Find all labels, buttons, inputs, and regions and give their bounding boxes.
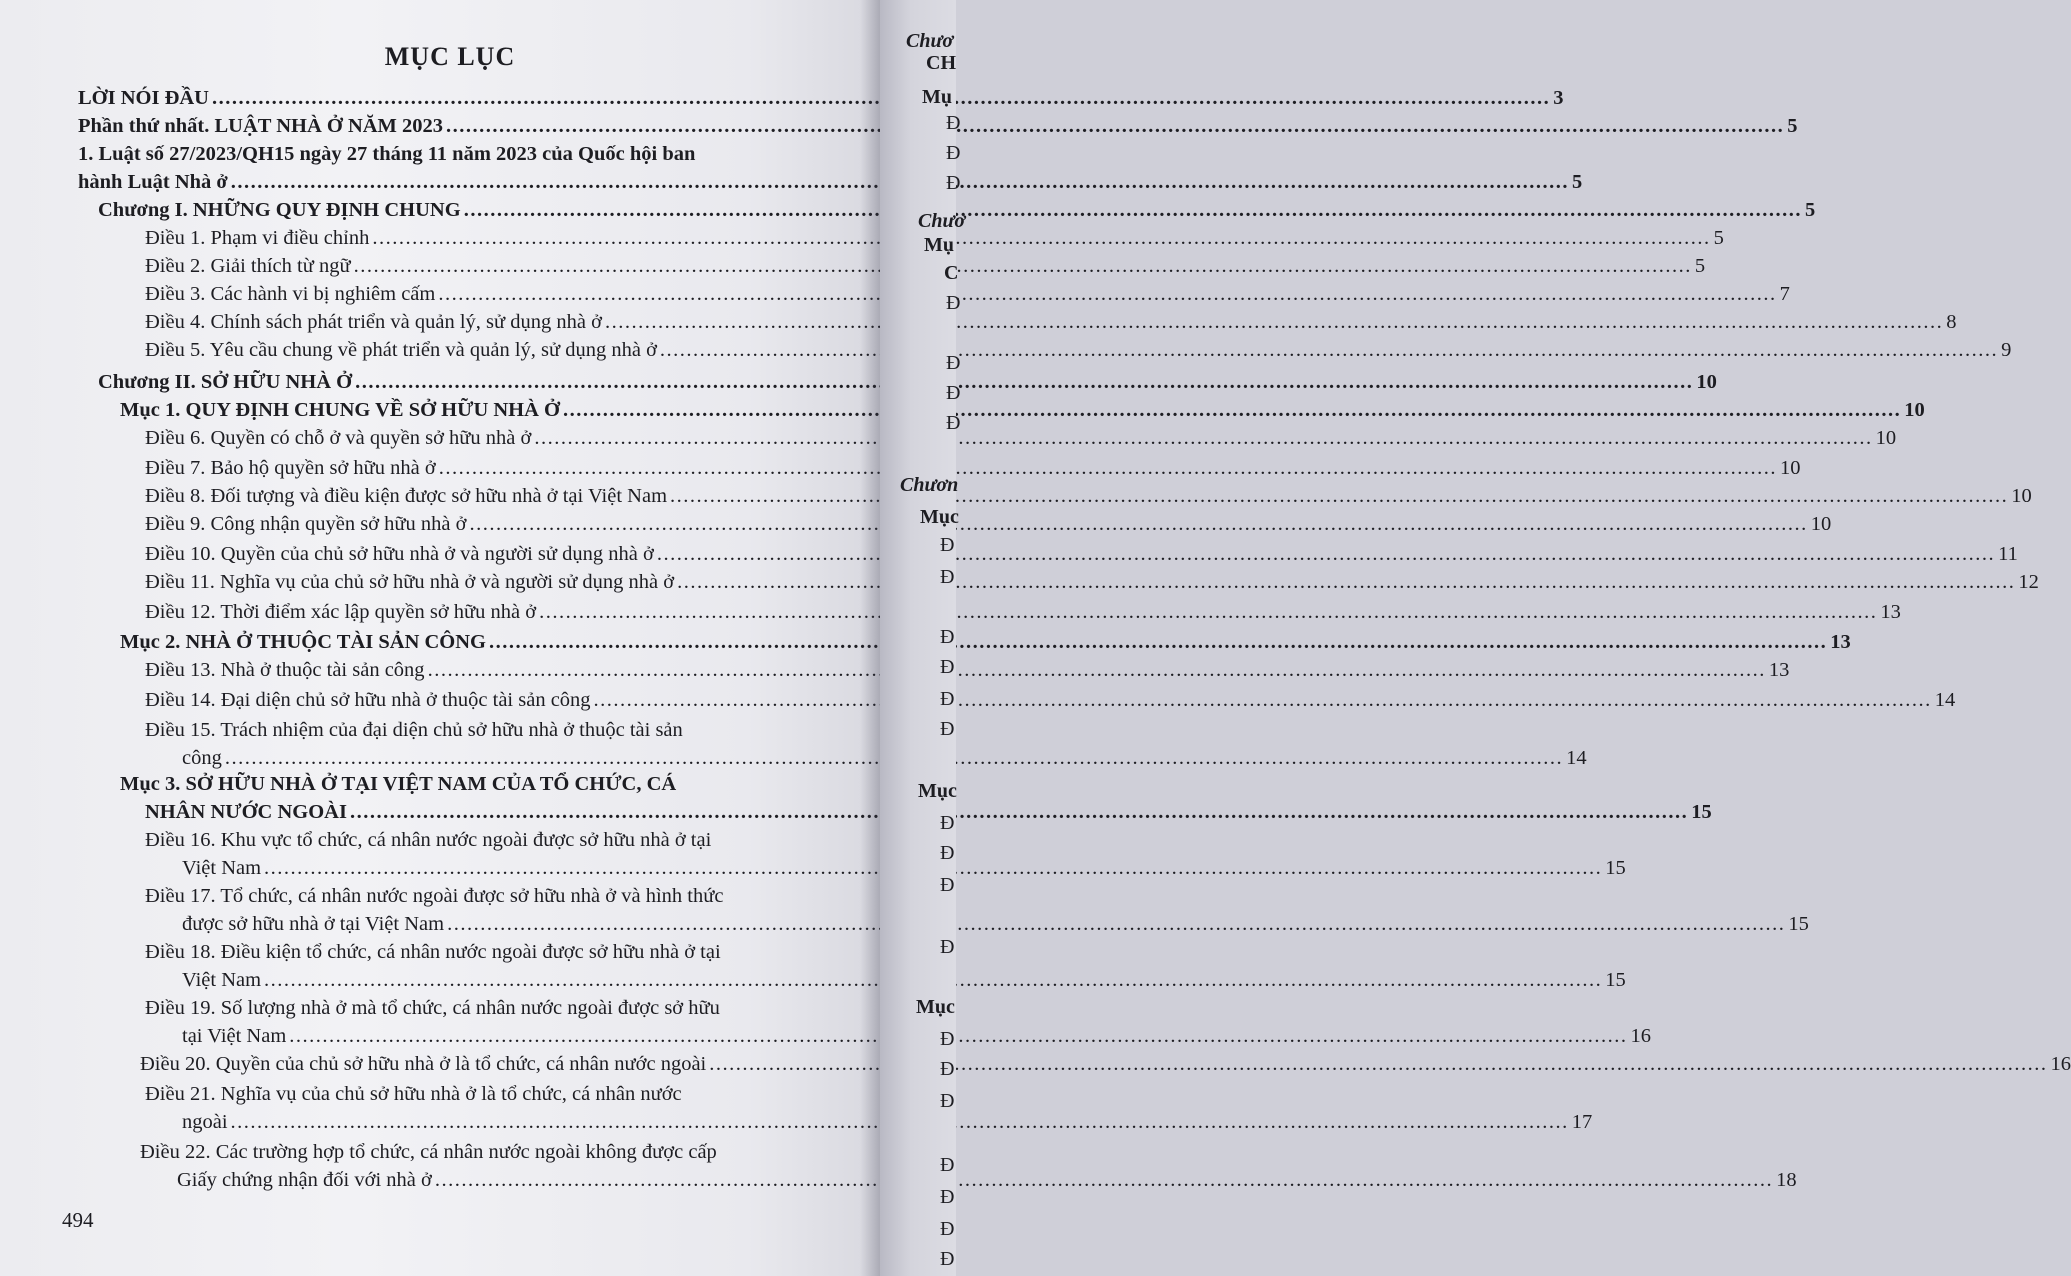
toc-entry [0, 568, 2039, 596]
toc-page-number: 15 [1691, 801, 1712, 823]
toc-entry [0, 1108, 1593, 1136]
toc-page-number: 18 [1776, 1169, 1797, 1191]
adjacent-page-fragment: Mục [920, 506, 959, 528]
adjacent-page-fragment: Đ [940, 1186, 955, 1208]
adjacent-page-fragment: Đ [940, 656, 955, 678]
adjacent-page-fragment: Đ [940, 842, 955, 864]
toc-entry-text: Điều 22. Các trường hợp tổ chức, cá nhân nước ngoài không được cấp [140, 1141, 717, 1163]
toc-entry-continuation: hành Luật Nhà ở [78, 171, 228, 193]
toc-page-number: 5 [1694, 255, 1706, 277]
toc-entry-text: Điều 3. Các hành vi bị nghiêm cấm [145, 283, 436, 305]
toc-page-number: 10 [2011, 485, 2032, 507]
adjacent-page-fragment: Chươn [900, 474, 959, 496]
toc-page-number: 17 [1571, 1111, 1593, 1133]
toc-page-number: 10 [1779, 457, 1801, 479]
toc-page-number: 16 [2050, 1053, 2071, 1075]
toc-entry-line [0, 826, 860, 854]
toc-entry-line [0, 994, 860, 1022]
leader-dots [355, 368, 1693, 396]
leader-dots [605, 308, 1943, 336]
toc-entry-line [0, 770, 860, 798]
toc-entry-text: Điều 6. Quyền có chỗ ở và quyền sở hữu nhà ở [145, 427, 532, 449]
toc-entry-text: Điều 9. Công nhận quyền sở hữu nhà ở [145, 513, 467, 535]
toc-entry [0, 686, 1956, 714]
toc-entry-text: Điều 18. Điều kiện tổ chức, cá nhân nước ngoài được sở hữu nhà ở tại [145, 941, 721, 963]
adjacent-page-fragment: Đ [940, 812, 955, 834]
toc-entry-text: Mục 3. SỞ HỮU NHÀ Ở TẠI VIỆT NAM CỦA TỔ CHỨC, CÁ [120, 773, 677, 795]
toc-entry [0, 910, 1809, 938]
toc-entry [0, 280, 1790, 308]
adjacent-page-fragment: CH [926, 52, 956, 74]
toc-page-number: 11 [1998, 543, 2018, 565]
adjacent-page-fragment: Đ [940, 1154, 955, 1176]
adjacent-page-fragment: Đ [946, 172, 961, 194]
toc-entry [0, 1050, 2071, 1078]
toc-entry [0, 540, 2018, 568]
toc-entry-text: Điều 11. Nghĩa vụ của chủ sở hữu nhà ở và người sử dụng nhà ở [145, 571, 675, 593]
toc-entry [0, 1166, 1797, 1194]
toc-entry-line [0, 1138, 860, 1166]
leader-dots [435, 1166, 1773, 1194]
adjacent-page-fragment: Mụ [922, 86, 952, 108]
leader-dots [489, 628, 1827, 656]
leader-dots [469, 510, 1807, 538]
toc-entry-continuation: công [182, 747, 222, 769]
toc-entry-text: Điều 14. Đại diện chủ sở hữu nhà ở thuộc tài sản công [145, 689, 591, 711]
leader-dots [354, 252, 1692, 280]
adjacent-page-fragment: Chươ [906, 30, 954, 52]
toc-page-number: 10 [1810, 513, 1832, 535]
toc-entry-text: LỜI NÓI ĐẦU [78, 87, 209, 109]
toc-entry-text: 1. Luật số 27/2023/QH15 ngày 27 tháng 11 năm 2023 của Quốc hội ban [78, 143, 696, 165]
toc-entry-continuation: Việt Nam [182, 969, 262, 991]
leader-dots [439, 454, 1777, 482]
toc-entry-line [0, 882, 860, 910]
leader-dots [350, 798, 1688, 826]
toc-entry-line [0, 1080, 860, 1108]
toc-entry [0, 966, 1626, 994]
adjacent-page-fragment: Đ [946, 142, 961, 164]
toc-entry [0, 628, 1851, 656]
page-number: 494 [62, 1208, 94, 1232]
toc-entry-text: Điều 5. Yêu cầu chung về phát triển và quản lý, sử dụng nhà ở [145, 339, 657, 361]
toc-entry-continuation: tại Việt Nam [182, 1025, 287, 1047]
toc-page-number: 5 [1572, 171, 1583, 193]
toc-entry-text: Chương II. SỞ HỮU NHÀ Ở [98, 371, 353, 393]
toc-page-number: 5 [1787, 115, 1798, 137]
leader-dots [563, 396, 1901, 424]
leader-dots [372, 224, 1710, 252]
toc-page-number: 13 [1768, 659, 1790, 681]
toc-entry-text: Chương I. NHỮNG QUY ĐỊNH CHUNG [98, 199, 461, 221]
adjacent-page-fragment: Đ [946, 382, 961, 404]
toc-entry-text: Điều 21. Nghĩa vụ của chủ sở hữu nhà ở là tổ chức, cá nhân nước [145, 1083, 682, 1105]
toc-entry [0, 798, 1712, 826]
toc-entry-text: Điều 12. Thời điểm xác lập quyền sở hữu nhà ở [145, 601, 537, 623]
toc-page-number: 14 [1934, 689, 1956, 711]
toc-entry [0, 854, 1626, 882]
toc-page-number: 15 [1788, 913, 1809, 935]
toc-entry-text: Điều 19. Số lượng nhà ở mà tổ chức, cá nhân nước ngoài được sở hữu [145, 997, 720, 1019]
toc-entry [0, 112, 1798, 140]
leader-dots [289, 1022, 1627, 1050]
toc-entry-text: Điều 8. Đối tượng và điều kiện được sở hữu nhà ở tại Việt Nam [145, 485, 668, 507]
adjacent-page-fragment: Đ [946, 112, 961, 134]
leader-dots [438, 280, 1776, 308]
toc-entry-continuation: được sở hữu nhà ở tại Việt Nam [182, 913, 445, 935]
adjacent-page [880, 0, 966, 1276]
toc-page-number: 7 [1779, 283, 1790, 305]
toc-entry-continuation: ngoài [182, 1111, 228, 1133]
toc-entry-line [0, 716, 860, 744]
toc-page-number: 9 [2001, 339, 2012, 361]
leader-dots [446, 112, 1784, 140]
adjacent-page-fragment: Đ [940, 936, 955, 958]
leader-dots [464, 196, 1802, 224]
leader-dots [428, 656, 1766, 684]
page-title: MỤC LỤC [384, 42, 516, 71]
toc-entry [0, 252, 1706, 280]
toc-entry-text: Điều 10. Quyền của chủ sở hữu nhà ở và người sử dụng nhà ở [145, 543, 654, 565]
toc-entry [0, 1022, 1652, 1050]
leader-dots [539, 598, 1877, 626]
toc-entry [0, 454, 1801, 482]
toc-page-number: 5 [1804, 199, 1816, 221]
adjacent-page-fragment: Chươ [918, 210, 966, 232]
toc-page-number: 13 [1830, 631, 1851, 653]
toc-entry-text: Điều 7. Bảo hộ quyền sở hữu nhà ở [145, 457, 436, 479]
toc-entry-text: Điều 16. Khu vực tổ chức, cá nhân nước ngoài được sở hữu nhà ở tại [145, 829, 712, 851]
toc-page-number: 10 [1904, 399, 1925, 421]
toc-entry [0, 196, 1816, 224]
adjacent-page-fragment: Đ [940, 626, 955, 648]
adjacent-page-fragment: Đ [946, 352, 961, 374]
toc-entry [0, 744, 1587, 772]
toc-entry-text: Điều 20. Quyền của chủ sở hữu nhà ở là tổ chức, cá nhân nước ngoài [140, 1053, 707, 1075]
leader-dots [447, 910, 1785, 938]
toc-entry [0, 656, 1790, 684]
toc-page-number: 10 [1875, 427, 1897, 449]
toc-page-number: 15 [1605, 857, 1626, 879]
toc-page-number: 10 [1696, 371, 1717, 393]
adjacent-page-fragment: Mụ [924, 234, 954, 256]
adjacent-page-fragment: Đ [940, 688, 955, 710]
adjacent-page-fragment: Đ [940, 566, 955, 588]
adjacent-page-fragment: Đ [946, 292, 961, 314]
leader-dots [657, 540, 1995, 568]
toc-page-number: 3 [1553, 87, 1564, 109]
toc-page-number: 12 [2018, 571, 2039, 593]
toc-entry-text: Mục 1. QUY ĐỊNH CHUNG VỀ SỞ HỮU NHÀ Ở [120, 399, 560, 421]
toc-page-number: 13 [1880, 601, 1901, 623]
adjacent-page-fragment: Đ [940, 1218, 955, 1240]
toc-entry-continuation: Việt Nam [182, 857, 262, 879]
toc-entry-line [0, 938, 860, 966]
toc-entry-text: Điều 1. Phạm vi điều chỉnh [145, 227, 370, 249]
toc-entry-continuation: NHÂN NƯỚC NGOÀI [145, 801, 347, 823]
adjacent-page-fragment: Đ [940, 1248, 955, 1270]
adjacent-page-fragment: Đ [940, 1090, 955, 1112]
toc-entry [0, 168, 1583, 196]
toc-entry [0, 424, 1897, 452]
adjacent-page-fragment: Mục [918, 780, 957, 802]
toc-entry [0, 598, 1901, 626]
toc-entry-continuation: Giấy chứng nhận đối với nhà ở [177, 1169, 432, 1191]
toc-entry [0, 396, 1925, 424]
adjacent-page-fragment: Đ [940, 718, 955, 740]
toc-page-number: 16 [1630, 1025, 1652, 1047]
adjacent-page-fragment: Mục [916, 996, 955, 1018]
toc-entry [0, 308, 1957, 336]
adjacent-page-fragment: Đ [940, 1058, 955, 1080]
adjacent-page-fragment: Đ [940, 1028, 955, 1050]
toc-entry-text: Điều 17. Tổ chức, cá nhân nước ngoài được sở hữu nhà ở và hình thức [145, 885, 724, 907]
toc-entry [0, 336, 2012, 364]
leader-dots [534, 424, 1872, 452]
adjacent-page-fragment: Đ [940, 874, 955, 896]
toc-entry-text: Điều 13. Nhà ở thuộc tài sản công [145, 659, 425, 681]
toc-entry-text: Điều 2. Giải thích từ ngữ [145, 255, 351, 277]
toc-page-number: 5 [1713, 227, 1724, 249]
toc-entry-text: Phần thứ nhất. LUẬT NHÀ Ở NĂM 2023 [78, 115, 444, 137]
leader-dots [594, 686, 1932, 714]
toc-page-number: 8 [1946, 311, 1957, 333]
toc-page-number: 15 [1605, 969, 1626, 991]
adjacent-page-fragment: Đ [940, 534, 955, 556]
toc-page-number: 14 [1566, 747, 1587, 769]
toc-entry-line [0, 140, 860, 168]
adjacent-page-fragment: C [944, 262, 959, 284]
toc-entry-text: Mục 2. NHÀ Ở THUỘC TÀI SẢN CÔNG [120, 631, 486, 653]
adjacent-page-fragment: Đ [946, 412, 961, 434]
toc-entry-text: Điều 4. Chính sách phát triển và quản lý, sử dụng nhà ở [145, 311, 602, 333]
toc-entry [0, 368, 1717, 396]
toc-entry-text: Điều 15. Trách nhiệm của đại diện chủ sở hữu nhà ở thuộc tài sản [145, 719, 683, 741]
